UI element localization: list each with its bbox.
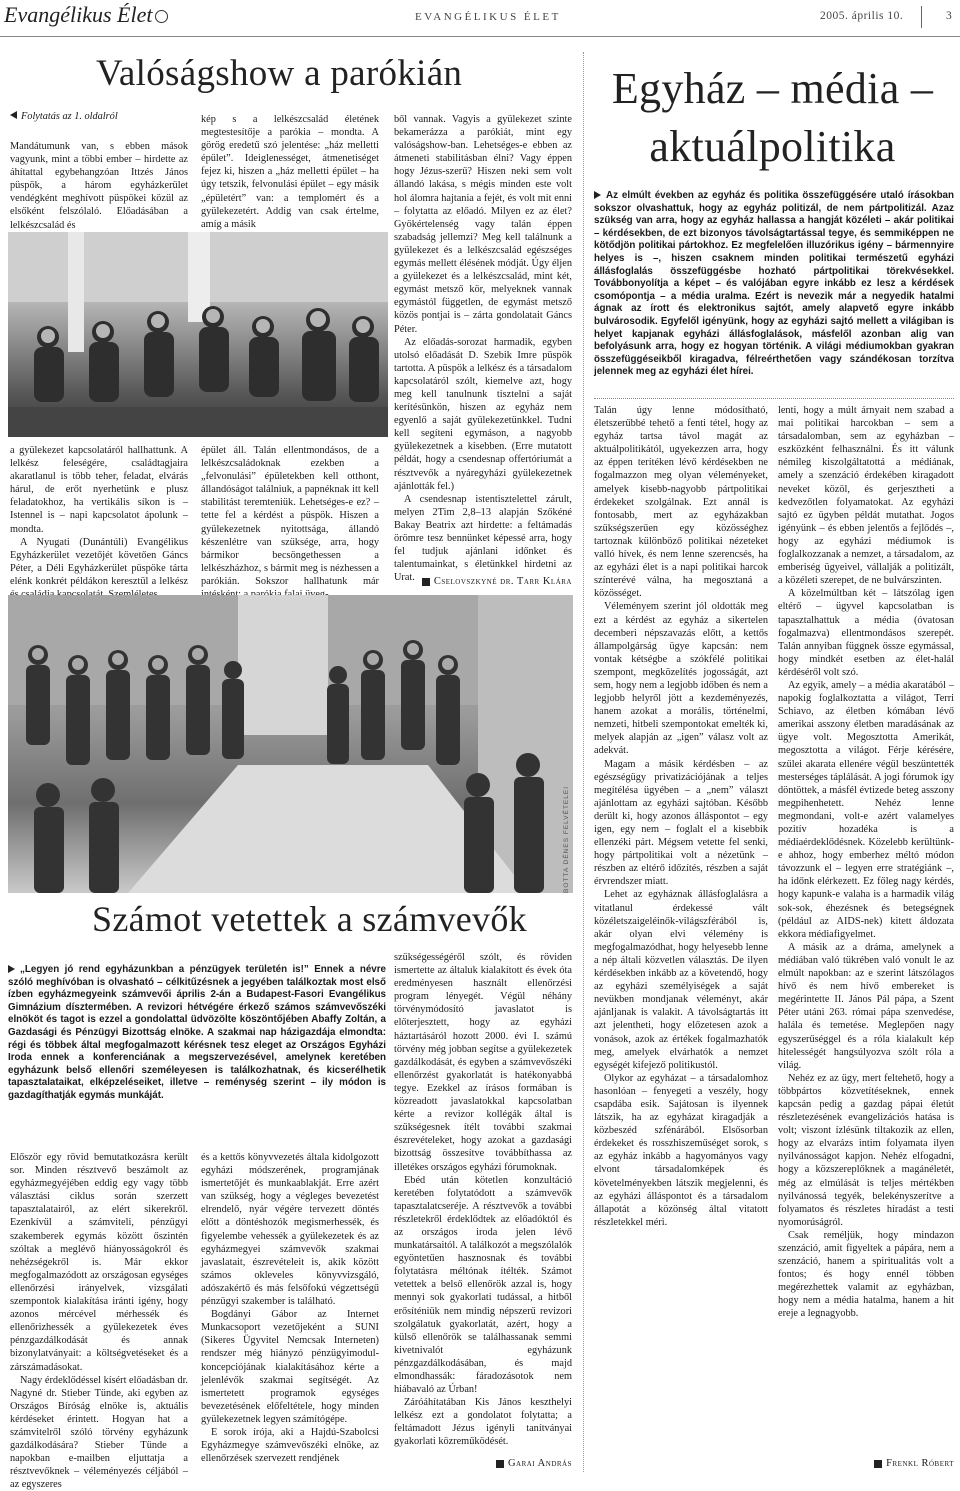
article2-lead: [594, 190, 954, 390]
paragraph: E sorok írója, aki a Hajdú-Szabolcsi Egyházmegye számvevőszéki elnöke, az ellenőrzések szervezett rendjének: [201, 1426, 379, 1465]
paragraph: Mandátumunk van, s ebben mások vagyunk, mint a többi ember – hirdette az áhítattal egybehangzóan Ittzés János püspök, a három egyházkerület vendégként meghívott püspökei közül az elsőként felszólaló. Előadásában a lelkészcsalád és: [10, 141, 188, 231]
article1-col2-top: [201, 113, 379, 230]
paragraph: Záróáhítatában Kis János keszthelyi lelkész ezt a gondolatot folytatta; a feltámadott Jézus igényli tanítványai gyakorlati közreműködését.: [394, 1397, 572, 1448]
article2-signature: [778, 1458, 954, 1469]
square-bullet-icon: [422, 578, 430, 586]
paragraph: lenti, hogy a múlt árnyait nem szabad a mai politikai harcokban – sem a társadalomban, sem az egyházban – eszközként felhasználni. És itt válunk némileg kiszolgáltatottá a médiának, amely a szenzáció érdekében kiragadott neveket közöl, és gerjesztheti a kedvezőtlen folyamatokat. Az egyházi sajtó ez ügyben példát mutathat. Jogos igényünk – és ebben jelentős a fejlődés –, hogy az egyházi médiumok is foglalkozzanak a nemzet, a társadalom, az emberiség ügyeivel, vállalják a politizált, a közéleti szerepet, de ne bulvárszinten.: [778, 405, 954, 587]
article3-lead: [8, 964, 386, 1139]
paragraph: A csendesnap istentisztelettel zárult, melyen 2Tim 2,8–13 alapján Szőkéné Bakay Beatrix azt hirdette: a feltámadás örömre tesz bennünket képessé arra, hogy fel tudjuk ajánlani időnket és talentumainkat, s életünkkel hirdetni az Urat.: [394, 493, 572, 584]
article1-col2-bottom: [201, 444, 379, 589]
paragraph: Olykor az egyházat – a társadalomhoz hasonlóan – fenyegeti a veszély, hogy csapdába esik. Sajátosan is ilyennek látszik, ha az egyházat kiragadják a közbeszéd szfénárából. Elsősorban érdekeket és rosszhiszeműséget sorok, s az egyház inkább a hagyományos vagy elvont társadalomképek és követelményekben látszik megjelenni, és az egyházi álláspontot és a társadalom állapotát a közönség által vitatott részletekkel méri.: [594, 1072, 768, 1228]
article1-col3: [394, 113, 572, 583]
running-head: EVANGÉLIKUS ÉLET: [415, 11, 561, 23]
photo-credit: BOTTA DÉNES FELVÉTELEI: [563, 785, 570, 893]
arrow-left-icon: [10, 111, 17, 119]
article1-col1-bottom: [10, 444, 188, 589]
paragraph: Bogdányi Gábor az Internet Munkacsoport vezetőjeként a SUNI (Sikeres Ügyvitel Nemcsak Interneten) rendszer még hiányzó pénzügyimodul-koncepciójának kialakításához kérte a jelenlévők szakmai segítségét. Az ismertetett programok egységes bevezetésének előfeltétele, hogy minden gyülekezetnek legyen számítógépe.: [201, 1309, 379, 1425]
title-text: Egyház – média – aktuálpolitika: [611, 64, 934, 171]
page-number: 3: [946, 10, 952, 22]
paragraph: Ebéd után kötetlen konzultáció keretében folytatódott a számvevők tapasztalatcseréje. A résztvevők a további részletekről érdeklődtek az előadóktól és az országos iroda jelen lévő munkatársaitól. A találkozót a megszólalók egyöntetűen hasznosnak és további folytatásra méltónak ítélték. Számot vetettek a belső ellenőrök azzal is, hogy mennyi sok gyakorlati tudással, a hitből erősíténiük nem mindig népszerű revizori szolgálatuk gyakorlatát, azért, hogy a külső ellenőrök se találhassanak semmi kivetnivalót egyházunk pénzgazdálkodásában, és majd elmondhassák: fáradozásotok nem hiábavaló az Úrban!: [394, 1174, 572, 1396]
paragraph: A közelmúltban két – látszólag igen eltérő – ügyvel kapcsolatban is tapasztalhattuk a média (óvatosan fogalmazva) ellentmondásos szerepét. Talán annyiban függnek össze egymással, hogy mindkét esetben az élet-halál kérdéséről volt szó.: [778, 588, 954, 678]
audience-photo: [8, 232, 388, 437]
header-rule: [0, 36, 960, 37]
paragraph: kép s a lelkészcsalád életének megtestesítője a parókia – mondta. A görög eredetű szó jelentése: „ház melletti épület”. Ideiglenességet, átmenetiséget fejez ki, hiszen a „ház melletti épület – ha úgy tetszik, felvonulási épület – egy másik „épületért” van: a templomért és a gyülekezetért. Addig van csak értelme, amíg a másik: [201, 114, 379, 230]
triangle-bullet-icon: [8, 965, 15, 973]
article1-title: Valóságshow a parókián: [96, 53, 463, 94]
paragraph: Magam a másik kérdésben – az egészségügy privatizációjának a teljes megítélésa ügyében – a „nem” választ ajánlottam az egyházi sajtóban. Később derült ki, hogy azonos álláspontot – egy igen, egy nem – foglalt el a kisebbik ellenzéki párt. Mégsem vetette fel senki, hogy pártpolitikai volt a nézetünk – részben az eltérő időzítés, részben a saját érvrendszer miatt.: [594, 758, 768, 888]
paragraph: Az előadás-sorozat harmadik, egyben utolsó előadását D. Szebik Imre püspök tartotta. A püspök a lelkész és a társadalom kapcsolatáról szólt, kiemelve azt, hogy meg kell tanulnunk tisztelni a saját kerítésünkön, hiszen az egyház nem egyenlő a saját gyülekezetünkkel. Tudni kell segíteni egymáson, a nagyobb gyülekezetnek a kisebben. (Erre mutatott példát, hogy a csendesnap offertóriumát a résztvevők a nyáregyházi gyülekezetnek ajánlották fel.): [394, 336, 572, 492]
column-separator: [583, 52, 584, 1472]
paragraph: Először egy rövid bemutatkozásra került sor. Minden résztvevő beszámolt az egyházmegyéjében eddig egy vagy több választási ciklus során szerzett tapasztalatairól, az elért sikerekről. Ezenkívül a számviteli, pénzügyi szakemberek egymás között őszintén szóltak a meglévő hiányosságokról és nehézségekről is. Már ekkor megfogalmazódott az országosan egységes ellenőrzési irányelvek, vizsgálati szempontok kialakítása iránti igény, hogy azonos mércével mérhessék és ellenőrizhessék a gyülekezetek éves pénzgazdálkodását és annak bizonylatványait: a költségvetéseket és a zárszámadásokat.: [10, 1152, 188, 1373]
paragraph: Talán úgy lenne módosítható, életszerűbbé tehető a fenti tétel, hogy az egyház tartsa távol magát az aktuálpolitikától, ugyekezzen arra, hogy az éppen terítéken lévő kérdésekben ne fogalmazzon meg olyan véleményeket, amelyek kisebb-nagyobb pártpolitikai érdekeket szolgálnak. Ezt annál is fontosabb, mert az egyházakban szükségszerűen egy közösséghez tartoznak különböző politikai nézeteket valló hívek, és nem lenne szerencsés, ha az egyházi élet is a napi politikai harcok színterévé válna, ha megosztaná a közösséget.: [594, 405, 768, 600]
triangle-bullet-icon: [594, 191, 601, 199]
logo-text: Evangélikus Élet: [4, 2, 153, 27]
article3-col2: [201, 1151, 379, 1473]
square-bullet-icon: [874, 1460, 882, 1468]
paragraph: Lehet az egyháznak állásfoglalásra a vitatlanul érdekessé vált közéletszaigeléinők-világszférából is, akár olyan elvi vélemény is megfogalmazódhat, hogy helyesebb lenne a nép általi közvetlen választás. De ilyen kérdésekben inkább az a követendő, hogy az egyházi személyiségek a saját nevükben mondjanak véleményt, akár ajánljanak is valakit. A távolságtartás itt azt jelentheti, hogy előzetesen azok a vonások, azok az értékek fogalmazhatók meg, amelyek elvárhatók a nemzet egységét kifejező politikustól.: [594, 889, 768, 1071]
group-photo-art: [8, 595, 573, 893]
article3-title: Számot vetettek a számvevők: [92, 899, 527, 939]
logo-seal-icon: [155, 10, 168, 23]
lead-text: „Legyen jó rend egyházunkban a pénzügyek területén is!” Ennek a névre szóló meghívóban is olvasható – célkitűzésnek a jegyében találkoztak most első ízben egyházmegyeink számvevői április 2-án a Budapest-Fasori Evangélikus Gimnázium dísztermében. A revizori hétvégére érkező számos számvevőszéki elnököt és tagot is ezzel a gondolattal üdvözölte köszöntőjében Abaffy Zoltán, a Gazdasági és Pénzügyi Bizottság elnöke. A szakmai nap házigazdája elmondta: régi és többek által megfogalmazott kérésnek tesz eleget az Országos Egyházi Iroda ennek a konferenciának a megszervezésével, amelynek keretében egyházunk belső ellenőri személeyesen is találkozhatnak, és kicserélhetik tapasztalataikat, elképzeléseiket, illetve – reménység szerint – ily módon is gazdagíthatják egymás munkáját.: [8, 964, 386, 1101]
continued-link[interactable]: [10, 111, 118, 122]
article2-title: [590, 60, 955, 176]
lead-divider: [594, 398, 954, 399]
continued-text: Folytatás az 1. oldalról: [21, 111, 118, 122]
audience-photo-art: [8, 232, 388, 437]
paragraph: a gyülekezet kapcsolatáról hallhattunk. A lelkész feleségére, családtagjaira akaratlanul is több teher, feladat, elvárás hárul, de erőt nyerhetünk e plusz feladatokhoz, ha vertikális síkon is – Istennel is – napi kapcsolatot ápolunk – mondta.: [10, 445, 188, 535]
paragraph: Véleményem szerint jól oldották meg ezt a kérdést az egyház a sikertelen decemberi népszavazás előtt, a kettős állampolgárság ügye kapcsán: nem vontak kétségbe a szókfélé politikai szempont, megközelítés jogosságát, azt sem, hogy nem a legjobb időben és nem a legjobb helyről jött a kezdeményezés, hanem azokat a morális, történelmi, nemzeti, hitbeli szempontokat emelték ki, melyek alapján az „igen” válasz volt az adekvát.: [594, 601, 768, 757]
article3-signature: [394, 1458, 572, 1469]
square-bullet-icon: [496, 1460, 504, 1468]
signature-text: Frenkl Róbert: [886, 1458, 954, 1469]
paragraph: A másik az a dráma, amelynek a médiában való tükrében való vonult le az elmúlt napokban: az e szerint látszólagos hívő és nem hívő embereket is megérintette II. János Pál pápa, a Szent Péter utáni 263. római pápa szenvedése, halála és temetése. Meglepően nagy egyszerűséggel és a róla kialakult kép hitelességét hangsúlyozva szólt róla a világ.: [778, 941, 954, 1071]
article2-col1: [594, 404, 768, 1474]
signature-text: Garai András: [507, 1458, 572, 1469]
paragraph: Csak reméljük, hogy mindazon szenzáció, amit figyeltek a pápára, nem a szenzáció, hanem a spiritualitás volt a fontos; és hogy ennél többen megérezhettek valamit az egyházban, hogy nem a média hatalma, hanem a hit ereje a legnagyobb.: [778, 1229, 954, 1320]
paragraph: szükségességéről szólt, és röviden ismertette az általuk kialakított és évek óta eredményesen használt ellenőrzési program lényegét. Végül néhány törvénymódosító javaslatot is előterjesztett, hogy az egyházi háztartásáról hozott 2000. évi I. számú törvény még jobban segítse a gyülekezetek gazdálkodását, és egyben a számvevőszéki ellenőrzést gyakorlatát is hatékonyabbá tegye. Ezekkel az írásos formában is közreadott javaslatokkal kapcsolatban kérte a revizor kollégák által is szükségesnek ítélt további szakmai észrevételeket, hogy azokat a gazdasági bizottság összesítve továbbíthassa az illetékes országos egyházi fórumoknak.: [394, 952, 572, 1173]
issue-date: 2005. április 10.: [820, 10, 904, 22]
group-photo: [8, 595, 573, 893]
masthead-logo: [4, 2, 168, 28]
paragraph: és a kettős könyvvezetés általa kidolgozott egyházi módszerének, programjának ismertetőjét és munkaablakját. Erre azért van szükség, hogy a végleges bevezetést elrendelő, nyár végére tervezett döntés előtt a döntéshozók megismerhessék, és figyelembe vehessék a gyülekezetek és az egyházmegyei számvevők szakmai javaslatait, észrevételeit is, akik között számos okleveles könyvvizsgáló, adószakértő és más felsőfokú végzettségű pénzügyi szakember is található.: [201, 1152, 379, 1308]
paragraph: Nagy érdeklődéssel kísért előadásban dr. Nagyné dr. Stieber Tünde, aki egyben az Országos Bíróság elnöke is, aktuális kérdéseket érintett. Hogyan hat a számvitelről szóló törvény egyházunk gazdálkodására? Stieber Tünde a napokban e-mailben eljuttatja a résztvevőknek – véleményezés céljából – az egyszeres: [10, 1374, 188, 1491]
lead-text: Az elmúlt években az egyház és politika összefüggésére utaló írásokban sokszor olvashattuk, hogy az egyház politizál, de nem pártpolitizál. Azaz szükség van arra, hogy az egyház hallassa a hangját közéleti – akár politikai – kérdésekben, de ezt bizonyos távolságtartással tegye, és semmiképpen ne kötődjön politikai pártokhoz. Ez megfelelően illuzórikus igény – bármennyire helyes is –, hiszen csaknem minden politikai természetű egyházi állásfoglalás összefüggésbe hozható pártpolitikai törekvésekkel. Továbbonyolítja a képet – és valójában egyre inkább ez lesz a kérdések csomópontja – a média uralma. Ezért is nevezik már a negyedik hatalmi ágnak az írott és elektronikus sajtót, amely alapvető egyre inkább bulvárosodik. Egyfelől igényünk, hogy az egyházi sajtó mellett a világiban is helyet kapjanak egyházi állásfoglalások, másfelől azonban alig van befolyásunk arra, hogy ez hogyan történik. A világi médiumokban gyakran összefüggéseikből kiragadva, félreérthetően vagy szándékosan torzítva jelennek meg az egyházi élet hírei.: [594, 190, 954, 378]
header-divider: [921, 6, 922, 28]
article2-col2: [778, 404, 954, 1456]
article3-col1: [10, 1151, 188, 1491]
signature-text: Cselovszkyné dr. Tarr Klára: [433, 576, 572, 587]
paragraph: ből vannak. Vagyis a gyülekezet szinte bekamerázza a parókiát, mint egy valóságshow-ban. Lehetséges-e ebben az átmeneti stabilitásban élni? Vagy éppen hogy Jézus-szerű? Hiszen neki sem volt állandó lakása, s mégis minden este volt hol álomra hajtania a fejét, és volt mit enni – folytatta az előadó. Milyen ez az élet? Gyökértelenség vagy talán éppen szabadság jellemzi? Meg kell találnunk a gyülekezet és a lelkészcsalád egészséges egymás mellett élésének módját. Úgy éljen a gyülekezet és a lelkészcsalád, mint két, egymást metsző kör, melyeknek vannak egymástól független, de egymást metsző közös pontjai is – zárta gondolatait Gáncs Péter.: [394, 114, 572, 335]
paragraph: épület áll. Talán ellentmondásos, de a lelkészcsaládoknak ezekben a „felvonulási” épületekben kell otthont, állandóságot találniuk, a papnéknak itt kell stabilitást teremteniük. Lehetséges-e ez? – tette fel a kérdést a püspök. Hiszen a gyülekezetnek nyitottsága, állandó készenlétre van szüksége, arra, hogy bármikor becsöngethessen a lelkészházhoz, s bármit meg is nézhessen a parókián. Sokszor hallhatunk már: [201, 445, 379, 587]
article1-col1-top: [10, 140, 188, 231]
article3-col3: [394, 951, 572, 1456]
header: [0, 0, 960, 44]
paragraph: Nehéz ez az ügy, mert feltehető, hogy a többpártos közvetítéseknek, ennek kapcsán pedig a gazdag pápai életút részletezésének evangelizációs hatása is volt; viszont ízlésünk tiltakozik az ellen, hogy az elvarázs intim folyamata ilyen nyilvánosságot kapjon. Nehéz elfogadni, hogy a közszereplőknek a magánéletét, még az elmúlását is teljes mértékben nyilvánossá tegyék, belekényszerítve a folyamatos és részletes híradást a testi nyomorúságról.: [778, 1072, 954, 1228]
article1-signature: [394, 576, 572, 587]
paragraph: Az egyik, amely – a média akaratából – napokig foglalkoztatta a világot, Terri Schiavo, az életben kómában lévő amerikai asszony életben maradásának az ügye volt. Megosztotta Amerikát, megosztotta a világot. Férje kérésére, szülei akarata ellenére végül beszüntették mesterséges táplálását. A jogi fórumok így döntöttek, a másfél évtizede beteg asszony megpihenhetett. Nehéz lenne megmondani, volt-e azért valamelyes pozitív hozadéka is a médiaérdeklődésnek. Közelebb kerültünk-e ahhoz, hogy emberhez méltó módon távozzunk el – legyen erre stratégiánk –, ha időnk elérkezett. Ez főleg nagy kérdés, hogy kapunk-e valaha is a harmadik világ sok-sok, éhezésnek és betegségnek (például az AIDS-nek) kitett áldozata ekkora médiafigyelmet.: [778, 679, 954, 940]
paragraph: A Nyugati (Dunántúli) Evangélikus Egyházkerület vezetőjét követően Gáncs Péter, a Déli Egyházkerület püspöke tárta elénk konkrét példákon keresztül a lelkész: [10, 536, 188, 587]
